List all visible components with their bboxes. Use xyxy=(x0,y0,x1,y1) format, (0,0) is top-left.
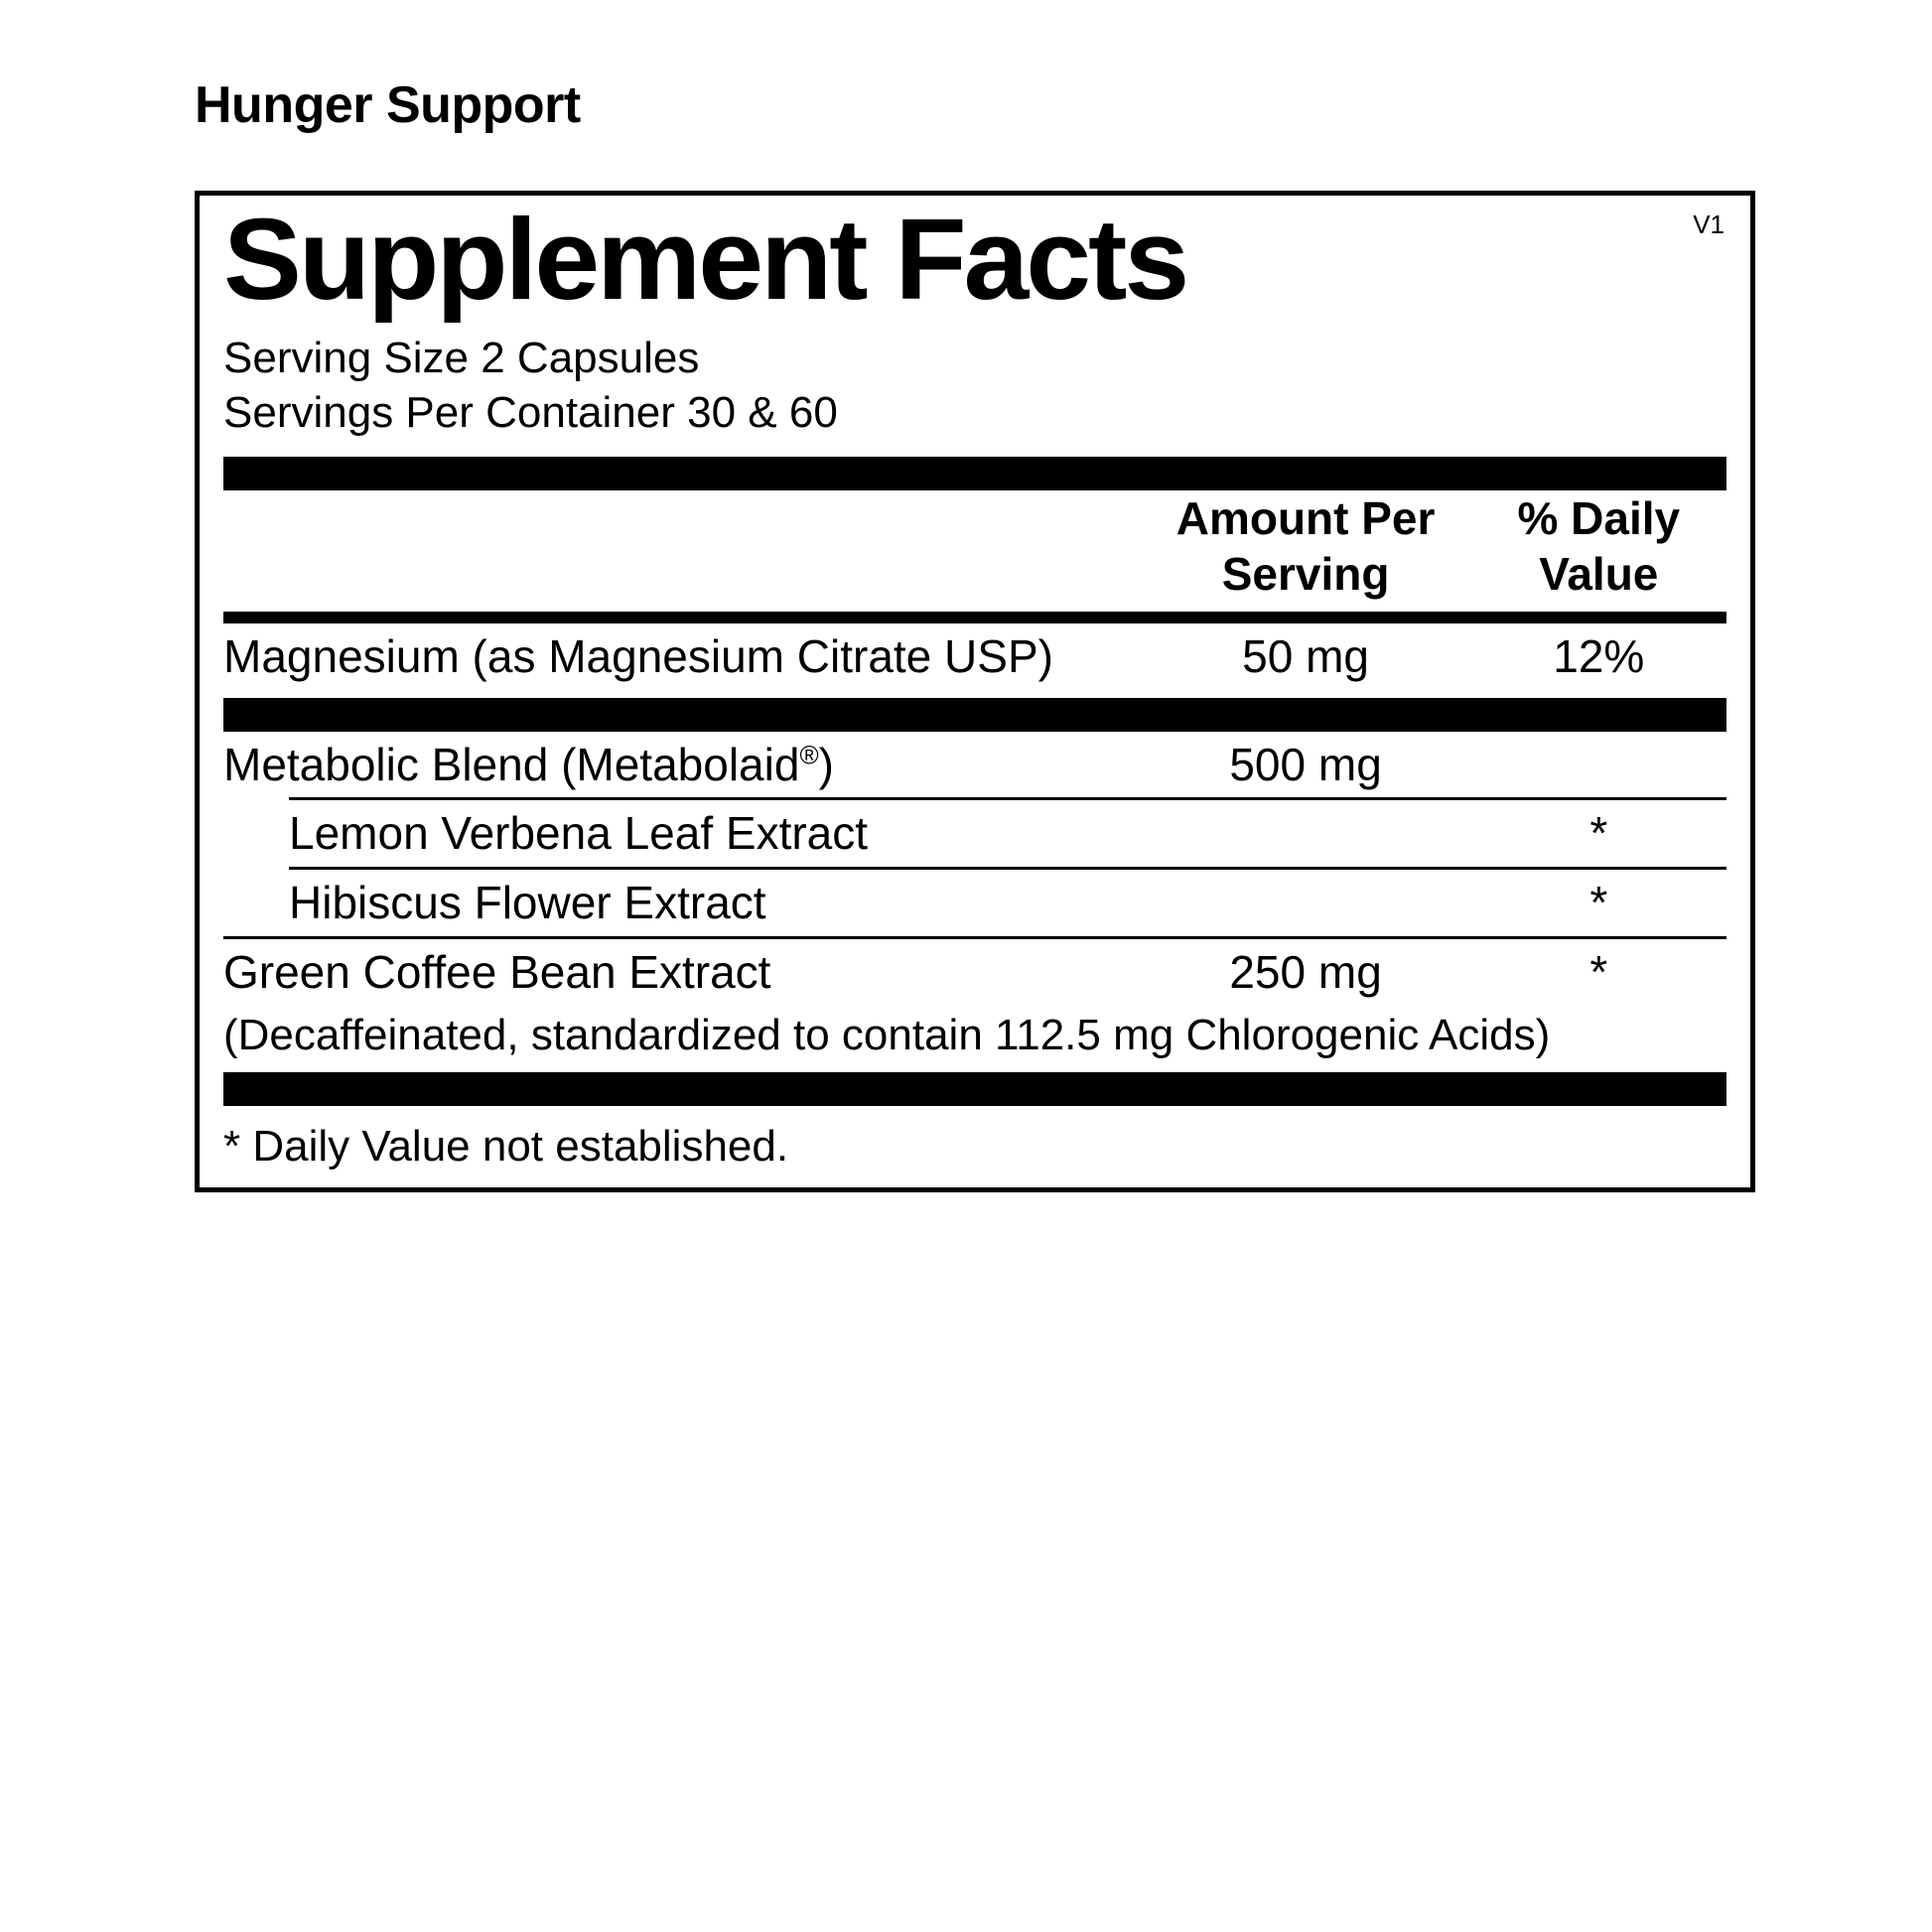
serving-size: Serving Size 2 Capsules xyxy=(223,334,700,382)
nutrient-name: Green Coffee Bean Extract xyxy=(223,945,771,998)
blend-amount: 500 mg xyxy=(1229,738,1382,790)
header-blank xyxy=(223,490,1141,602)
panel-header xyxy=(223,195,1726,324)
divider-thick-top xyxy=(223,457,1726,490)
blend-item-2-table xyxy=(223,870,1726,936)
table-row xyxy=(223,870,1726,936)
divider-thick-bottom xyxy=(223,1072,1726,1106)
blend-name-prefix: Metabolic Blend (Metabolaid xyxy=(223,738,800,790)
table-row xyxy=(223,732,1726,798)
daily-value-footnote: * Daily Value not established. xyxy=(223,1121,789,1171)
blend-name-suffix: ) xyxy=(818,738,834,790)
divider-thick-mid xyxy=(223,698,1726,732)
nutrient-daily-value: 12% xyxy=(1553,630,1645,683)
facts-table xyxy=(223,490,1726,602)
page-title: Hunger Support xyxy=(195,76,581,134)
supplement-facts-panel xyxy=(195,191,1755,1192)
servings-per-container: Servings Per Container 30 & 60 xyxy=(223,388,838,438)
nutrient-name: Magnesium (as Magnesium Citrate USP) xyxy=(223,630,1053,683)
table-header-row xyxy=(223,490,1726,602)
blend-item-name: Hibiscus Flower Extract xyxy=(289,877,766,929)
header-dv-line2: Value xyxy=(1539,547,1659,600)
header-amount-per-serving xyxy=(1141,490,1471,602)
nutrient-amount: 250 mg xyxy=(1229,945,1382,998)
header-amount-line1: Amount Per xyxy=(1175,491,1436,544)
serving-info xyxy=(223,331,1726,441)
blend-item-amount xyxy=(1141,800,1471,867)
blend-daily-value xyxy=(1471,732,1726,798)
nutrient-table xyxy=(223,623,1726,690)
blend-item-daily-value: * xyxy=(1589,877,1608,929)
blend-item-amount xyxy=(1141,870,1471,936)
header-dv-line1: % Daily xyxy=(1517,491,1681,544)
blend-item-name: Lemon Verbena Leaf Extract xyxy=(289,807,869,860)
table-row xyxy=(223,623,1726,690)
header-daily-value xyxy=(1471,490,1726,602)
table-row xyxy=(223,800,1726,867)
registered-trademark-icon: ® xyxy=(799,740,819,770)
panel-title: Supplement Facts xyxy=(223,195,1187,324)
blend-item-daily-value: * xyxy=(1589,807,1608,860)
table-row-subnote xyxy=(223,1006,1726,1064)
header-amount-line2: Serving xyxy=(1221,547,1390,600)
blend-item-1-table xyxy=(223,800,1726,867)
nutrient-subnote: (Decaffeinated, standardized to contain 112.5 mg Chlorogenic Acids) xyxy=(223,1010,1551,1059)
blend-name xyxy=(223,732,1141,798)
nutrient-amount: 50 mg xyxy=(1242,630,1369,683)
table-row xyxy=(223,939,1726,1006)
divider-medium-header xyxy=(223,612,1726,623)
version-mark: V1 xyxy=(1693,209,1725,239)
green-coffee-table xyxy=(223,939,1726,1064)
nutrient-daily-value: * xyxy=(1589,945,1608,998)
blend-table xyxy=(223,732,1726,798)
